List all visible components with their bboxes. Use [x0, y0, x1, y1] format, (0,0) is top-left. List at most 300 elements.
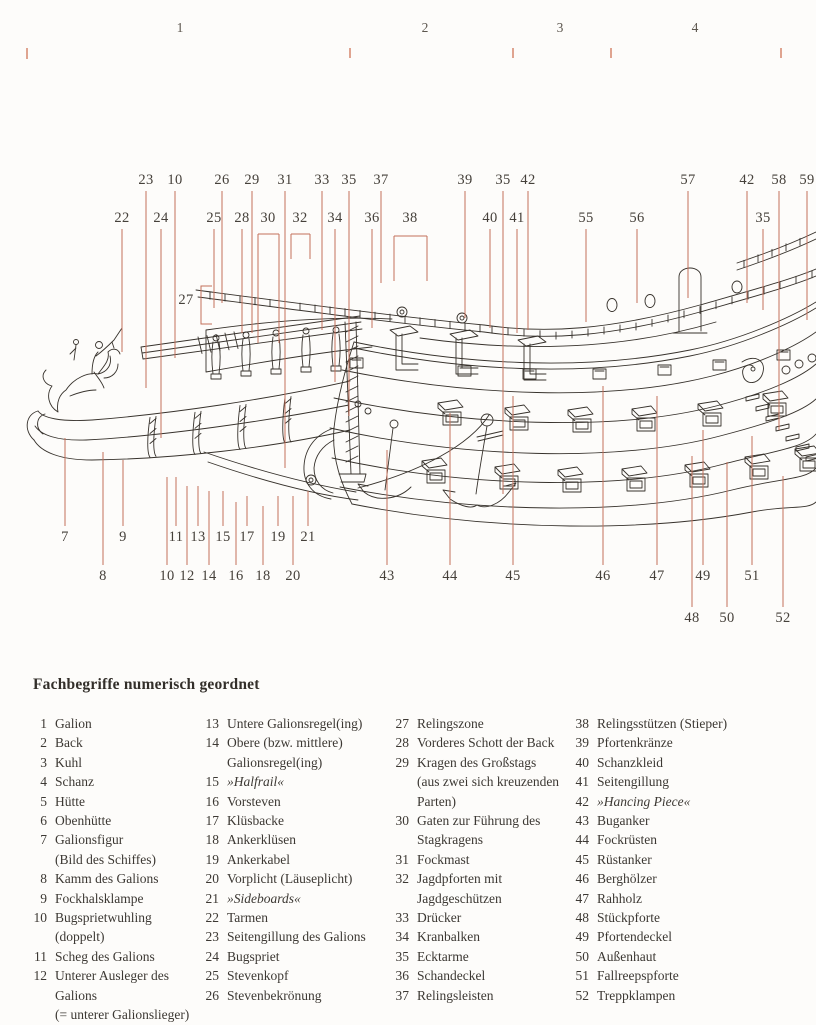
callout-label: 40 — [482, 210, 498, 226]
legend-item-line: Seitengillung — [597, 774, 669, 790]
small-figure — [70, 345, 76, 360]
legend-item — [25, 908, 203, 947]
callout-label: 16 — [228, 568, 244, 584]
callout-label: 42 — [520, 172, 536, 188]
callout-label: 11 — [168, 529, 184, 545]
legend-item-number: 32 — [395, 871, 409, 887]
head-timber — [193, 412, 195, 454]
legend-item-line: Jagdpforten mit — [417, 871, 503, 887]
legend-item-term — [227, 986, 389, 1005]
legend-item-number: 40 — [575, 754, 589, 770]
deadeye — [782, 366, 790, 374]
gunport-opening — [430, 473, 442, 480]
legend-item-term — [597, 792, 767, 811]
callout-label: 20 — [285, 568, 301, 584]
deadeye — [795, 360, 803, 368]
gunport-opening — [630, 481, 642, 488]
head-timber — [199, 411, 201, 453]
legend-item — [197, 772, 389, 791]
legend-item-line: Kranbalken — [417, 929, 480, 945]
anchor-cable — [358, 415, 489, 488]
legend-item-term — [55, 792, 203, 811]
legend-item-number: 16 — [205, 793, 219, 809]
legend-item-line: Kragen des Großstags — [417, 754, 537, 770]
legend-item-line: Hütte — [55, 793, 85, 809]
legend-item — [567, 792, 767, 811]
legend-item — [567, 753, 767, 772]
legend-item-number: 5 — [40, 793, 47, 809]
callout-label: 44 — [442, 568, 458, 584]
legend-item-number: 17 — [205, 813, 219, 829]
scale-ticks — [27, 48, 781, 59]
legend-item-line: Vorderes Schott der Back — [417, 735, 555, 751]
legend-item-term — [417, 947, 573, 966]
statue-head — [273, 330, 279, 336]
legend-item-line: Ecktarme — [417, 948, 469, 964]
head-timber-hatch — [150, 439, 156, 444]
legend-item-line: Stückpforte — [597, 910, 660, 926]
legend-item-line: Fallreepspforte — [597, 968, 679, 984]
legend-item — [387, 714, 573, 733]
sheer-strake — [354, 302, 816, 369]
legend-item — [567, 733, 767, 752]
legend-item — [567, 947, 767, 966]
head-timber-hatch — [285, 419, 291, 424]
legend-item-term — [227, 733, 389, 772]
legend-item — [567, 714, 767, 733]
legend-item-line: Relingszone — [417, 716, 484, 731]
legend-item — [25, 733, 203, 752]
callout-label: 12 — [179, 568, 195, 584]
figurehead-rider — [92, 328, 122, 388]
legend-item — [387, 908, 573, 927]
gunport-opening — [753, 469, 765, 476]
legend-item-term — [55, 811, 203, 830]
gunport-opening — [640, 421, 652, 428]
beak-underside — [204, 452, 358, 500]
mast-hatch-line — [346, 446, 358, 452]
legend-item-number: 19 — [205, 851, 219, 867]
legend-item-number: 22 — [205, 910, 219, 926]
deadeye — [808, 354, 816, 362]
legend-item-term — [55, 714, 203, 733]
legend-item-line: Vorsteven — [227, 793, 281, 809]
legend-item-term — [55, 733, 203, 752]
legend-item — [197, 947, 389, 966]
legend-item-number: 44 — [575, 832, 589, 848]
callout-label: 17 — [239, 529, 255, 545]
legend-item — [25, 889, 203, 908]
statue-figure — [301, 335, 311, 372]
callout-label: 13 — [190, 529, 206, 545]
legend-item — [387, 869, 573, 908]
legend-column-2 — [197, 714, 389, 1005]
legend-item-term — [55, 889, 203, 908]
legend-item-line: »Halfrail« — [227, 774, 285, 790]
legend-item-number: 31 — [395, 851, 409, 867]
callout-label: 22 — [114, 210, 130, 226]
legend-item — [567, 850, 767, 869]
legend-item-line: Back — [55, 735, 83, 751]
legend-item-number: 1 — [40, 716, 47, 731]
figurehead-horse — [43, 342, 120, 412]
anchor — [443, 426, 516, 507]
legend-item-term — [597, 986, 767, 1005]
legend-item-line: Bugsprietwuhling — [55, 910, 152, 926]
legend-item-line: Galionsfigur — [55, 832, 124, 848]
legend-item-line: Drücker — [417, 910, 462, 926]
legend-item-term — [597, 830, 767, 849]
legend-item — [387, 986, 573, 1005]
legend-item-line: Fockhalsklampe — [55, 890, 144, 906]
legend-item-term — [597, 869, 767, 888]
legend-item-number: 3 — [40, 754, 47, 770]
legend-item-line: Untere Galionsregel(ing) — [227, 716, 363, 731]
legend-item-number: 47 — [575, 890, 589, 906]
mast-hatch-line — [346, 366, 358, 372]
timberhead — [397, 307, 407, 317]
legend-item-term — [227, 792, 389, 811]
legend-item — [567, 986, 767, 1005]
legend-item-number: 35 — [395, 948, 409, 964]
legend-item — [25, 830, 203, 869]
legend-item — [197, 811, 389, 830]
callout-label: 41 — [509, 210, 525, 226]
scale-number: 2 — [421, 20, 429, 35]
legend-item-line: Fockrüsten — [597, 832, 657, 848]
legend-item — [387, 966, 573, 985]
scale-number: 3 — [556, 20, 564, 35]
legend-item-line: Außenhaut — [597, 948, 657, 964]
legend-item-line: Unterer Ausleger des Galions — [55, 968, 169, 1003]
callout-label: 35 — [341, 172, 357, 188]
callout-label: 34 — [327, 210, 343, 226]
statue-head — [303, 328, 309, 334]
legend-item-number: 21 — [205, 890, 219, 906]
inner-bulwark — [420, 322, 716, 346]
legend-item-line: Pfortenkränze — [597, 735, 673, 751]
legend-item-number: 15 — [205, 774, 219, 790]
legend-item-term — [417, 908, 573, 927]
legend-item-term — [227, 927, 389, 946]
legend-item-term — [597, 966, 767, 985]
legend-item-line: Schandeckel — [417, 968, 486, 984]
legend-item — [197, 986, 389, 1005]
legend-item — [567, 772, 767, 791]
legend-item-term — [227, 908, 389, 927]
legend-column-4 — [567, 714, 767, 1005]
callout-label: 15 — [215, 529, 231, 545]
callout-label: 18 — [255, 568, 271, 584]
head-timber-hatch — [195, 433, 201, 438]
hancing-carving-center — [751, 367, 755, 371]
legend-item-line: Buganker — [597, 813, 650, 829]
legend-item-number: 6 — [40, 813, 47, 829]
legend-item-term — [417, 986, 573, 1005]
legend-item-number: 4 — [40, 774, 47, 790]
head-timber-hatch — [240, 417, 246, 422]
legend-item-term — [227, 850, 389, 869]
hawse-hole — [365, 408, 371, 414]
callout-label: 39 — [457, 172, 473, 188]
forecastle-bulkhead — [206, 318, 392, 372]
callout-label: 33 — [314, 172, 330, 188]
scale-number: 1 — [176, 20, 184, 35]
callout-label: 58 — [771, 172, 787, 188]
legend-item-term — [597, 908, 767, 927]
legend-item-line: Jagdgeschützen — [417, 890, 502, 906]
mast-hatch-line — [346, 356, 358, 362]
legend-item-term — [417, 850, 573, 869]
legend-item-term — [597, 927, 767, 946]
legend-item-line: Rahholz — [597, 890, 642, 906]
boarding-step — [776, 424, 789, 431]
legend-item-number: 27 — [395, 716, 409, 731]
legend-item — [567, 908, 767, 927]
callout-label: 32 — [292, 210, 308, 226]
legend-item-line: »Sideboards« — [227, 890, 301, 906]
callout-label: 9 — [119, 529, 127, 545]
legend-item — [197, 792, 389, 811]
legend-item-number: 43 — [575, 813, 589, 829]
callout-lines-layer — [65, 191, 807, 607]
legend-item-line: Ankerkabel — [227, 851, 290, 867]
legend-item — [25, 714, 203, 733]
hull-bottom — [352, 502, 816, 526]
callout-label: 10 — [159, 568, 175, 584]
legend-item-term — [597, 772, 767, 791]
callout-label: 43 — [379, 568, 395, 584]
legend-item — [197, 908, 389, 927]
callout-label: 47 — [649, 568, 665, 584]
legend-item-number: 46 — [575, 871, 589, 887]
callout-bracket — [394, 236, 427, 281]
legend-item-term — [227, 811, 389, 830]
rail-upper-aft — [737, 232, 816, 270]
legend-item-number: 39 — [575, 735, 589, 751]
legend-item-line: Bugspriet — [227, 948, 280, 964]
legend-item-number: 23 — [205, 929, 219, 945]
legend-item — [25, 811, 203, 830]
callout-label: 46 — [595, 568, 611, 584]
callout-label: 30 — [260, 210, 276, 226]
legend-item-term — [417, 869, 573, 908]
legend-item-term — [55, 772, 203, 791]
legend-item — [387, 753, 573, 811]
rider-head — [96, 342, 103, 349]
legend-item — [197, 714, 389, 733]
legend-item-line: Stevenkopf — [227, 968, 289, 984]
galley-stack — [673, 268, 707, 333]
legend-item-number: 14 — [205, 735, 219, 751]
legend-item-term — [227, 869, 389, 888]
gunport — [713, 360, 726, 370]
legend-item-term — [597, 947, 767, 966]
legend-item-term — [417, 811, 573, 850]
legend-item — [567, 889, 767, 908]
legend-item-number: 30 — [395, 813, 409, 829]
legend-item-number: 9 — [40, 890, 47, 906]
hancing-carving — [742, 358, 763, 382]
legend-item-line: Scheg des Galions — [55, 948, 155, 964]
legend-item-line: Relingsstützen (Stieper) — [597, 716, 728, 731]
scale-ruler — [27, 48, 816, 59]
gunport-opening — [771, 406, 783, 413]
legend-item — [25, 947, 203, 966]
legend-item-term — [227, 947, 389, 966]
callout-label: 37 — [373, 172, 389, 188]
callout-label: 50 — [719, 610, 735, 626]
legend-item — [567, 830, 767, 849]
legend-item-term — [417, 733, 573, 752]
legend-item-number: 42 — [575, 793, 589, 809]
bulwark-port — [607, 299, 617, 312]
legend-item-line: Stagkragens — [417, 832, 483, 848]
legend-item — [567, 927, 767, 946]
legend-item — [197, 889, 389, 908]
legend-item-line: Gaten zur Führung des — [417, 813, 541, 829]
callout-label: 26 — [214, 172, 230, 188]
legend-item-term — [227, 830, 389, 849]
legend-item-number: 26 — [205, 987, 219, 1003]
legend-item-line: Treppklampen — [597, 987, 676, 1003]
legend-item-line: Kamm des Galions — [55, 871, 159, 887]
legend-item-line: (= unterer Galionslieger) — [55, 1007, 190, 1023]
knee-bracket — [518, 336, 546, 380]
legend-item-line: (doppelt) — [55, 929, 105, 945]
callout-label: 35 — [495, 172, 511, 188]
callout-label: 23 — [138, 172, 154, 188]
mast-hatch-line — [346, 436, 358, 442]
legend-item-line: Ankerklüsen — [227, 832, 296, 848]
legend-item-number: 7 — [40, 832, 47, 848]
small-figure-head — [74, 340, 79, 345]
gunport-opening — [566, 482, 578, 489]
head-timber — [238, 406, 240, 450]
legend-item-term — [55, 947, 203, 966]
legend-item-number: 37 — [395, 987, 409, 1003]
legend-item-line: Rüstanker — [597, 851, 652, 867]
legend-item-term — [417, 966, 573, 985]
legend-item-line: »Hancing Piece« — [597, 793, 691, 809]
callout-label: 36 — [364, 210, 380, 226]
callout-bracket — [291, 234, 310, 259]
callout-label: 48 — [684, 610, 700, 626]
legend-item-number: 34 — [395, 929, 409, 945]
statue-figure — [331, 334, 341, 371]
gunport — [593, 369, 606, 379]
legend-item — [25, 772, 203, 791]
bulwark-port — [645, 295, 655, 308]
callout-label: 35 — [755, 210, 771, 226]
legend — [0, 676, 816, 1023]
legend-item-number: 45 — [575, 851, 589, 867]
callout-label: 25 — [206, 210, 222, 226]
legend-item-term — [227, 966, 389, 985]
legend-item-line: Parten) — [417, 793, 456, 809]
scheg-volute-center — [309, 478, 313, 482]
mast-hatch-line — [346, 376, 358, 382]
legend-item-line: (aus zwei sich kreuzenden — [417, 774, 560, 790]
head-timber-hatch — [195, 423, 201, 428]
beak-tip-loop — [27, 411, 45, 440]
legend-item-number: 18 — [205, 832, 219, 848]
legend-item-term — [597, 733, 767, 752]
legend-item — [197, 830, 389, 849]
legend-item-number: 11 — [34, 948, 47, 964]
legend-item — [25, 869, 203, 888]
callout-label: 59 — [799, 172, 815, 188]
callout-label: 14 — [201, 568, 217, 584]
callout-label: 38 — [402, 210, 418, 226]
legend-item — [197, 966, 389, 985]
legend-item-number: 48 — [575, 910, 589, 926]
legend-item-line: Stevenbekrönung — [227, 987, 322, 1003]
beak-rail-upper — [38, 381, 350, 421]
gunport — [658, 365, 671, 375]
legend-item-line: Schanzkleid — [597, 754, 663, 770]
legend-item-term — [55, 908, 203, 947]
legend-item-line: Fockmast — [417, 851, 470, 867]
legend-item-number: 33 — [395, 910, 409, 926]
legend-item-number: 28 — [395, 735, 409, 751]
callout-bracket — [258, 234, 279, 343]
callout-label: 49 — [695, 568, 711, 584]
legend-item-term — [55, 869, 203, 888]
bow-anchor-ring — [390, 420, 398, 428]
callout-label: 8 — [99, 568, 107, 584]
legend-item-term — [55, 966, 203, 1024]
legend-item — [387, 811, 573, 850]
legend-item-line: Schanz — [55, 774, 94, 790]
beak-rail-lower — [34, 430, 350, 460]
legend-item-line: Seitengillung des Galions — [227, 929, 366, 945]
legend-item-line: Tarmen — [227, 910, 269, 926]
legend-item — [197, 927, 389, 946]
callout-label: 55 — [578, 210, 594, 226]
legend-item — [387, 850, 573, 869]
beak-rail-middle — [35, 405, 349, 440]
gunport — [458, 366, 471, 376]
legend-item-term — [55, 753, 203, 772]
legend-item — [387, 927, 573, 946]
legend-item-term — [417, 714, 573, 733]
knee-bracket — [390, 326, 418, 370]
head-timber-hatch — [150, 429, 156, 434]
boarding-step — [756, 404, 769, 411]
callout-label: 57 — [680, 172, 696, 188]
statue-head — [333, 327, 339, 333]
legend-item — [197, 869, 389, 888]
callout-label: 19 — [270, 529, 286, 545]
timberhead-center — [460, 316, 464, 320]
scale-number: 4 — [691, 20, 699, 35]
legend-item — [197, 850, 389, 869]
legend-item-number: 8 — [40, 871, 47, 887]
legend-item-line: Pfortendeckel — [597, 929, 672, 945]
callout-label: 45 — [505, 568, 521, 584]
callout-label: 42 — [739, 172, 755, 188]
legend-title: Fachbegriffe numerisch geordnet — [33, 676, 260, 693]
callout-label: 52 — [775, 610, 791, 626]
legend-item-number: 38 — [575, 716, 589, 731]
legend-item — [387, 733, 573, 752]
legend-item-term — [597, 714, 767, 733]
legend-item-term — [417, 927, 573, 946]
legend-item-term — [417, 753, 573, 811]
legend-item — [197, 733, 389, 772]
legend-column-1 — [25, 714, 203, 1025]
